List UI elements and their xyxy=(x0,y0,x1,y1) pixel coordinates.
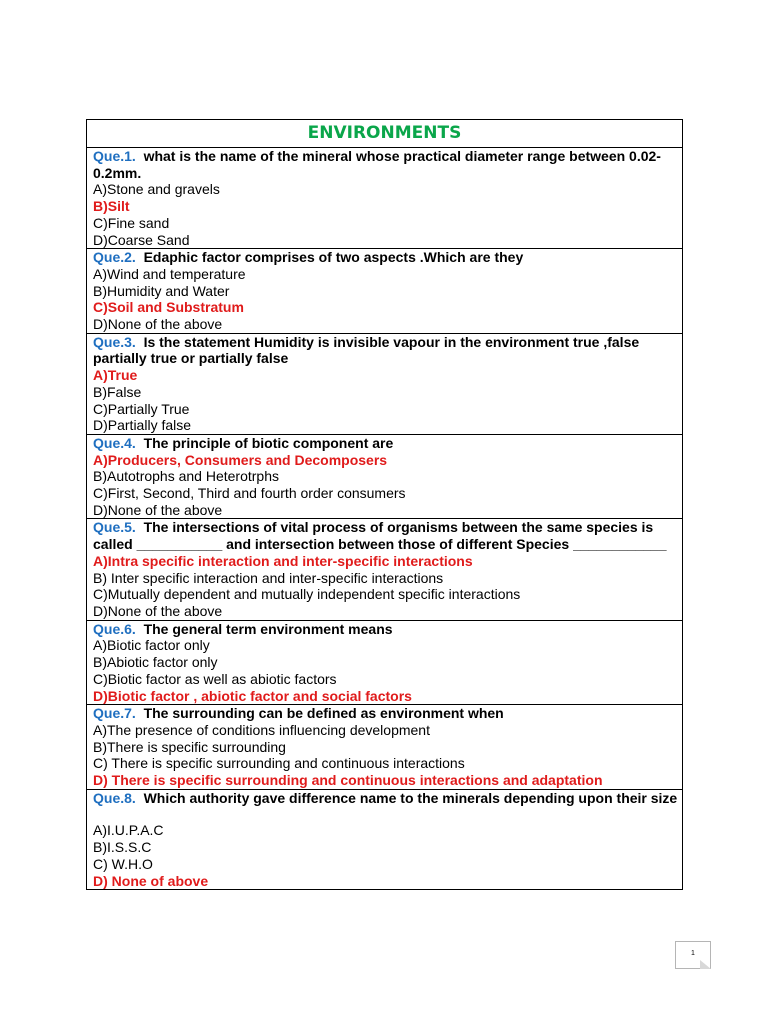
question-text: The principle of biotic component are xyxy=(143,434,394,451)
question-text: The general term environment means xyxy=(143,620,393,637)
answer-option: B)I.S.S.C xyxy=(93,839,152,856)
question-text: Edaphic factor comprises of two aspects .Which are they xyxy=(143,249,524,266)
answer-option: D)None of the above xyxy=(93,316,223,333)
question-line xyxy=(93,249,678,266)
correct-answer-option: A)True xyxy=(93,367,138,384)
quiz-table xyxy=(86,119,683,890)
answer-option: A)I.U.P.A.C xyxy=(93,822,164,839)
answer-option: C)Partially True xyxy=(93,400,190,417)
page-number-badge xyxy=(675,941,711,969)
page-curl-icon xyxy=(700,960,711,969)
question-cell xyxy=(87,621,682,706)
answer-option: C)Fine sand xyxy=(93,214,170,231)
question-number: Que.4. xyxy=(93,434,136,451)
question-line xyxy=(93,519,678,552)
question-text: what is the name of the mineral whose practical diameter range between 0.02-0.2mm. xyxy=(93,148,661,181)
answer-option: B)Humidity and Water xyxy=(93,282,230,299)
question-line xyxy=(93,705,678,722)
answer-option: B)Abiotic factor only xyxy=(93,654,218,671)
answer-option: B)Autotrophs and Heterotrphs xyxy=(93,468,279,485)
question-cell xyxy=(87,435,682,520)
question-cell xyxy=(87,249,682,334)
answer-option: C) There is specific surrounding and continuous interactions xyxy=(93,755,465,772)
answer-option: C) W.H.O xyxy=(93,855,153,872)
correct-answer-option: A)Intra specific interaction and inter-specific interactions xyxy=(93,552,473,569)
correct-answer-option: C)Soil and Substratum xyxy=(93,299,244,316)
question-line xyxy=(93,790,678,807)
answer-option: A)Wind and temperature xyxy=(93,265,246,282)
answer-option: D)Partially false xyxy=(93,417,192,434)
question-cell xyxy=(87,790,682,890)
question-line xyxy=(93,435,678,452)
question-number: Que.8. xyxy=(93,789,136,806)
question-number: Que.5. xyxy=(93,519,136,536)
answer-option: C)First, Second, Third and fourth order consumers xyxy=(93,485,406,502)
document-title: ENVIRONMENTS xyxy=(87,120,682,148)
question-cell xyxy=(87,334,682,435)
answer-option: A)The presence of conditions influencing development xyxy=(93,721,430,738)
question-number: Que.6. xyxy=(93,620,136,637)
blank-line xyxy=(93,806,678,822)
question-cell xyxy=(87,705,682,790)
answer-option: A)Biotic factor only xyxy=(93,637,210,654)
answer-option: C)Biotic factor as well as abiotic factors xyxy=(93,670,337,687)
answer-option: B) Inter specific interaction and inter-specific interactions xyxy=(93,569,444,586)
question-cell xyxy=(87,148,682,249)
answer-option: D)Coarse Sand xyxy=(93,231,190,248)
question-text: Which authority gave difference name to the minerals depending upon their size xyxy=(143,789,678,806)
correct-answer-option: D) None of above xyxy=(93,872,209,889)
question-number: Que.3. xyxy=(93,333,136,350)
question-list xyxy=(87,148,682,889)
question-number: Que.7. xyxy=(93,705,136,722)
correct-answer-option: A)Producers, Consumers and Decomposers xyxy=(93,451,388,468)
answer-option: C)Mutually dependent and mutually independent specific interactions xyxy=(93,586,521,603)
question-line xyxy=(93,148,678,181)
question-number: Que.1. xyxy=(93,148,136,164)
page-number: 1 xyxy=(691,950,695,957)
question-text: The intersections of vital process of organisms between the same species is called ___________ and intersection between those of different Species ____________ xyxy=(93,519,667,553)
correct-answer-option: D) There is specific surrounding and continuous interactions and adaptation xyxy=(93,772,603,789)
question-text: Is the statement Humidity is invisible vapour in the environment true ,false partially true or partially false xyxy=(93,333,640,367)
answer-option: D)None of the above xyxy=(93,602,223,619)
question-text: The surrounding can be defined as environment when xyxy=(143,705,504,722)
answer-option: B)False xyxy=(93,383,142,400)
answer-option: D)None of the above xyxy=(93,501,223,518)
question-number: Que.2. xyxy=(93,249,136,266)
answer-option: B)There is specific surrounding xyxy=(93,738,286,755)
question-line xyxy=(93,334,678,367)
correct-answer-option: D)Biotic factor , abiotic factor and social factors xyxy=(93,687,412,704)
question-line xyxy=(93,621,678,638)
correct-answer-option: B)Silt xyxy=(93,198,130,215)
question-cell xyxy=(87,519,682,620)
answer-option: A)Stone and gravels xyxy=(93,181,220,198)
